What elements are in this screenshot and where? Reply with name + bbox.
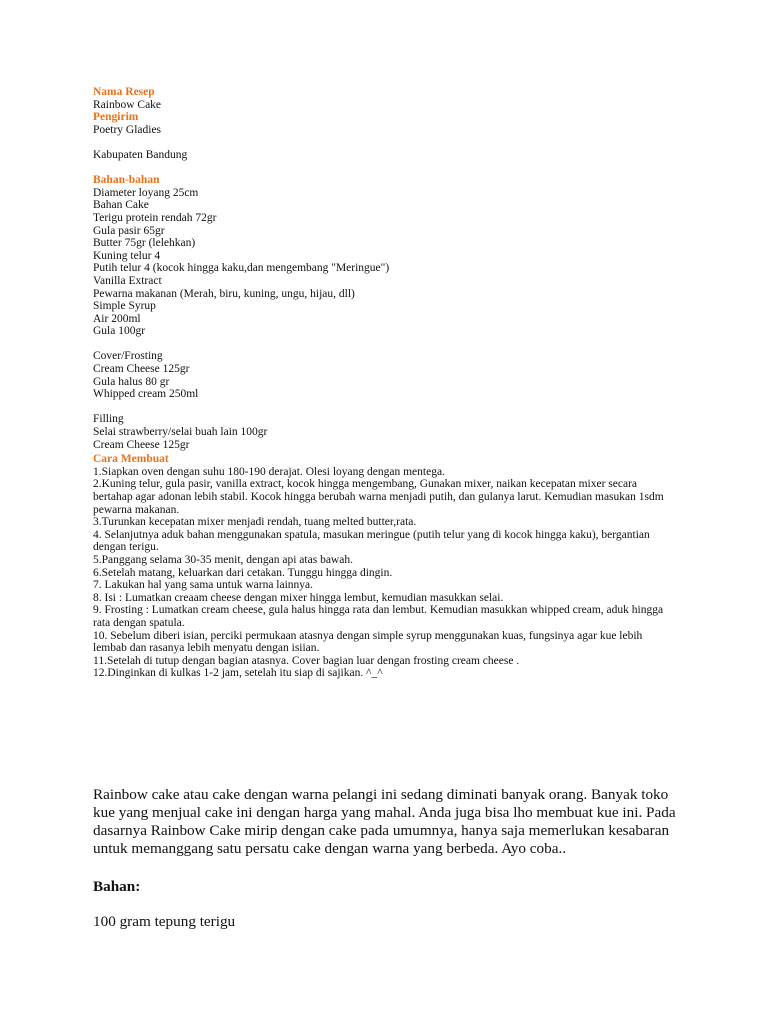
ingredient-item: Simple Syrup	[93, 300, 156, 313]
first-ingredient: 100 gram tepung terigu	[93, 913, 236, 931]
ingredient-item: Terigu protein rendah 72gr	[93, 211, 217, 224]
frosting-item: Cover/Frosting	[93, 350, 163, 363]
method-step: 1.Siapkan oven dengan suhu 180-190 derajat. Olesi loyang dengan mentega.	[93, 465, 445, 478]
ingredient-item: Butter 75gr (lelehkan)	[93, 237, 196, 250]
filling-item: Cream Cheese 125gr	[93, 438, 190, 451]
article-intro: Rainbow cake atau cake dengan warna pelangi ini sedang diminati banyak orang. Banyak toko kue yang menjual cake ini dengan harga yang mahal. Anda juga bisa lho membuat kue ini. Pada dasarnya Rainbow Cake mirip dengan cake pada umumnya, hanya saja memerlukan kesabaran untuk memanggang satu persatu cake dengan warna yang berbeda. Ayo coba..	[93, 786, 676, 858]
frosting-item: Cream Cheese 125gr	[93, 363, 190, 376]
method-step: 3.Turunkan kecepatan mixer menjadi rendah, tuang melted butter,rata.	[93, 516, 417, 529]
sender-label: Pengirim	[93, 111, 139, 124]
filling-item: Selai strawberry/selai buah lain 100gr	[93, 426, 268, 439]
ingredients-label: Bahan-bahan	[93, 174, 160, 187]
method-step: 5.Panggang selama 30-35 menit, dengan api atas bawah.	[93, 553, 353, 566]
article-block	[93, 786, 683, 931]
ingredient-item: Diameter loyang 25cm	[93, 186, 199, 199]
frosting-item: Whipped cream 250ml	[93, 388, 199, 401]
ingredient-item: Gula 100gr	[93, 325, 146, 338]
method-step: 2.Kuning telur, gula pasir, vanilla extract, kocok hingga mengembang, Gunakan mixer, naikan kecepatan mixer secara bertahap agar adonan lebih stabil. Kocok hingga berubah warna menjadi putih, dan gulanya larut. Kemudian masukan 1sdm pewarna makanan.	[93, 478, 664, 516]
method-step: 9. Frosting : Lumatkan cream cheese, gula halus hingga rata dan lembut. Kemudian masukkan whipped cream, aduk hingga rata dengan spatula.	[93, 604, 664, 629]
method-step: 12.Dinginkan di kulkas 1-2 jam, setelah itu siap di sajikan. ^_^	[93, 667, 383, 680]
ingredient-item: Putih telur 4 (kocok hingga kaku,dan mengembang "Meringue")	[93, 262, 390, 275]
recipe-block	[93, 86, 693, 680]
method-steps	[93, 466, 678, 680]
frosting-item: Gula halus 80 gr	[93, 375, 170, 388]
ingredient-item: Pewarna makanan (Merah, biru, kuning, ungu, hijau, dll)	[93, 287, 355, 300]
ingredient-item: Gula pasir 65gr	[93, 224, 165, 237]
method-step: 6.Setelah matang, keluarkan dari cetakan. Tunggu hingga dingin.	[93, 566, 393, 579]
ingredient-item: Air 200ml	[93, 312, 141, 325]
recipe-name-label: Nama Resep	[93, 86, 155, 98]
method-step: 10. Sebelum diberi isian, perciki permukaan atasnya dengan simple syrup menggunakan kuas, fungsinya agar kue lebih lembab dan rasanya lebih menyatu dengan isiian.	[93, 629, 643, 655]
ingredients-list	[93, 187, 693, 338]
bahan-heading: Bahan:	[93, 878, 141, 896]
filling-item: Filling	[93, 413, 124, 426]
recipe-name: Rainbow Cake	[93, 98, 162, 111]
ingredient-item: Bahan Cake	[93, 199, 149, 212]
ingredient-item: Vanilla Extract	[93, 274, 162, 287]
sender-name: Poetry Gladies	[93, 123, 162, 136]
ingredient-item: Kuning telur 4	[93, 249, 161, 262]
method-label: Cara Membuat	[93, 453, 169, 466]
method-step: 4. Selanjutnya aduk bahan menggunakan spatula, masukan meringue (putih telur yang di kocok hingga kaku), bergantian dengan terigu.	[93, 528, 650, 554]
filling-list	[93, 413, 693, 451]
method-step: 7. Lakukan hal yang sama untuk warna lainnya.	[93, 579, 314, 592]
frosting-list	[93, 350, 693, 400]
sender-location: Kabupaten Bandung	[93, 148, 188, 161]
method-step: 8. Isi : Lumatkan creaam cheese dengan mixer hingga lembut, kemudian masukkan selai.	[93, 591, 504, 604]
method-step: 11.Setelah di tutup dengan bagian atasnya. Cover bagian luar dengan frosting cream cheese .	[93, 654, 520, 667]
